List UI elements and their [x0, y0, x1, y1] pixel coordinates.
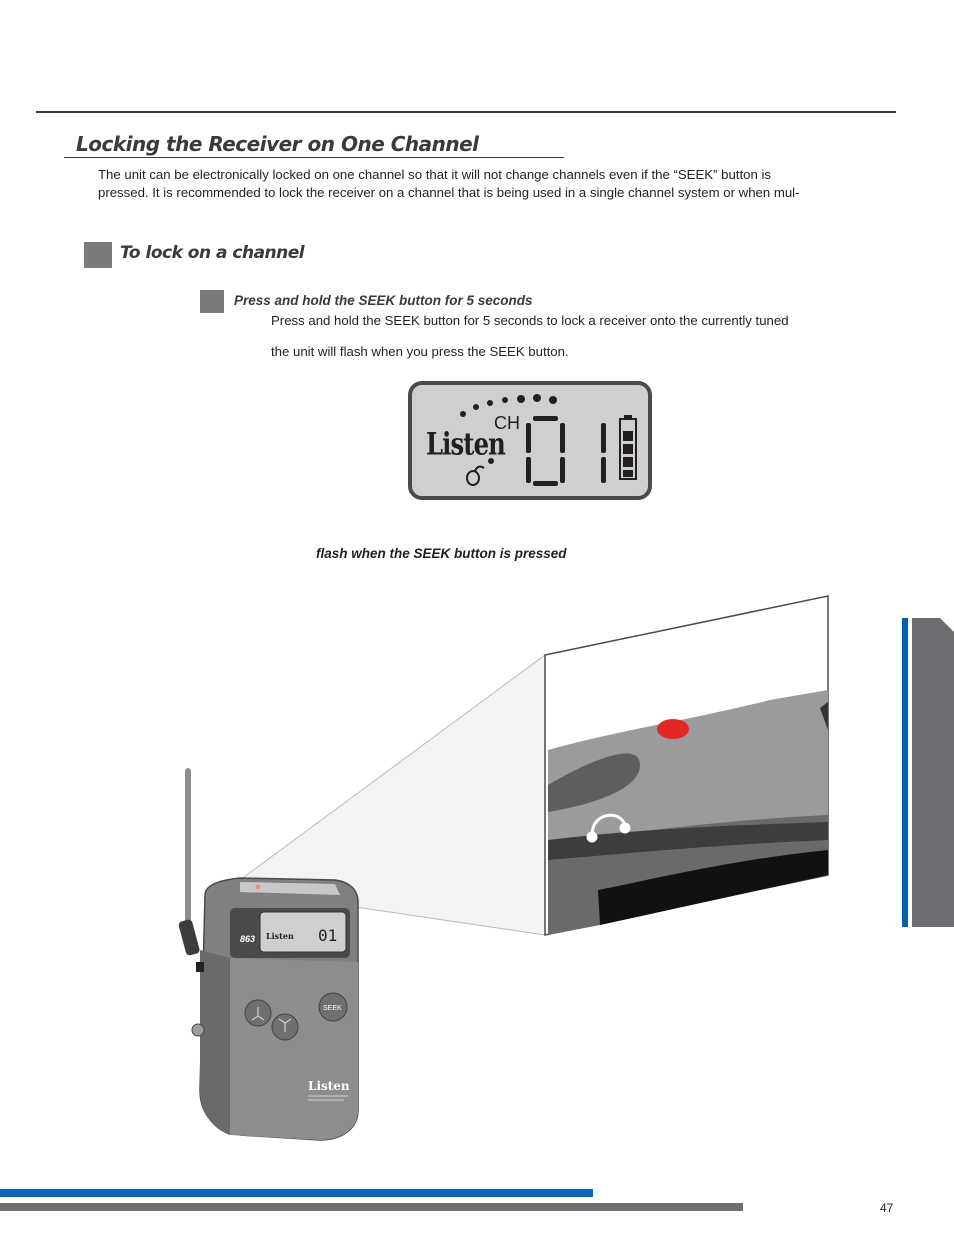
antenna — [185, 768, 191, 938]
side-tab-blue — [902, 618, 908, 927]
lcd-display-illustration — [408, 381, 653, 501]
lcd-channel-label: CH — [494, 413, 520, 433]
intro-paragraph — [98, 166, 918, 202]
receiver-illustration — [170, 590, 835, 1150]
subsection-title: To lock on a channel — [120, 243, 305, 263]
receiver-lcd-digits: 01 — [318, 926, 338, 945]
page-number: 47 — [880, 1201, 894, 1215]
side-tab-grey — [912, 618, 954, 927]
section-title-underline — [64, 157, 564, 158]
figure-caption: flash when the SEEK button is pressed — [316, 546, 567, 561]
lcd-brand-logo: Listen — [426, 425, 505, 463]
step-marker — [200, 290, 224, 313]
step-title: Press and hold the SEEK button for 5 seconds — [234, 293, 533, 308]
subsection-marker — [84, 242, 112, 268]
step-text-line-1: Press and hold the SEEK button for 5 seconds to lock a receiver onto the currently tuned — [271, 313, 789, 328]
section-title: Locking the Receiver on One Channel — [76, 132, 479, 156]
receiver-body-brand: Listen — [308, 1079, 350, 1093]
receiver-lcd-brand: Listen — [266, 931, 294, 941]
receiver-band-label: 863 — [240, 934, 256, 944]
top-divider — [36, 111, 896, 113]
seek-button-label: SEEK — [323, 1005, 342, 1012]
footer-bar-grey — [0, 1203, 743, 1211]
intro-line-2: pressed. It is recommended to lock the receiver on a channel that is being used in a single channel system or when mul- — [98, 185, 800, 200]
seek-indicator-led — [657, 719, 689, 739]
step-text-line-2: the unit will flash when you press the SEEK button. — [271, 344, 569, 359]
intro-line-1: The unit can be electronically locked on one channel so that it will not change channels even if the “SEEK” button is — [98, 167, 771, 182]
footer-bar-blue — [0, 1189, 593, 1197]
